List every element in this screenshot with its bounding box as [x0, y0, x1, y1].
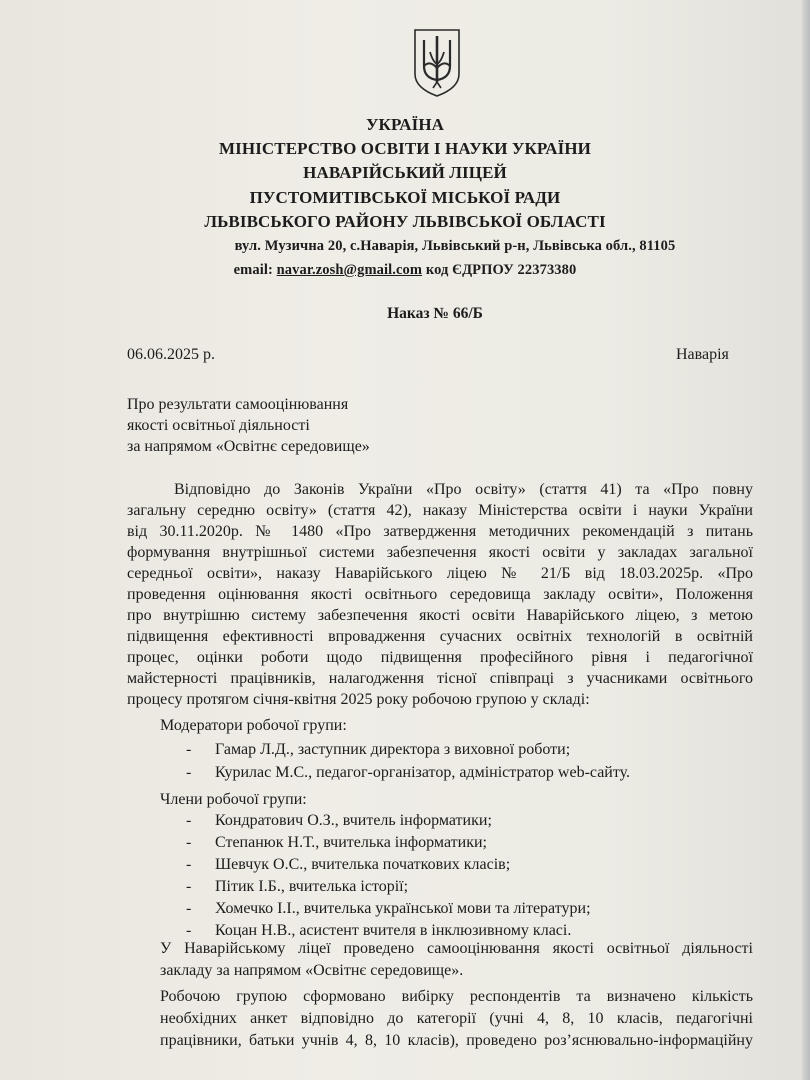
coat-of-arms-icon: [413, 28, 461, 98]
list-item: Шевчук О.С., вчителька початкових класів;: [215, 856, 511, 873]
list-bullet: -: [186, 878, 192, 895]
header-address: вул. Музична 20, с.Наварія, Львівський р-н, Львівська обл., 81105: [234, 238, 676, 254]
list-item: Кондратович О.З., вчитель інформатики;: [215, 812, 492, 829]
header-school: НАВАРІЙСЬКИЙ ЛІЦЕЙ: [303, 163, 507, 182]
order-date: 06.06.2025 р.: [127, 346, 215, 363]
order-place: Наварія: [676, 346, 729, 363]
body-line: формування внутрішньої системи забезпечення якості освіти у закладах загальної: [127, 544, 753, 561]
list-bullet: -: [186, 922, 192, 939]
subject-line: за напрямом «Освітнє середовище»: [127, 438, 370, 455]
paragraph-line: закладу за напрямом «Освітнє середовище».: [160, 962, 464, 979]
edrpou-code: код ЄДРПОУ 22373380: [425, 262, 577, 278]
header-district: ЛЬВІВСЬКОГО РАЙОНУ ЛЬВІВСЬКОЇ ОБЛАСТІ: [204, 212, 606, 231]
header-council: ПУСТОМИТІВСЬКОЇ МІСЬКОЇ РАДИ: [249, 188, 561, 207]
list-bullet: -: [186, 764, 192, 781]
body-line: про внутрішню систему забезпечення якості освіти Наварійського ліцею, з метою: [127, 607, 753, 624]
email-link[interactable]: navar.zosh@gmail.com: [276, 262, 423, 278]
subject-line: Про результати самооцінювання: [127, 396, 349, 413]
list-item: Хомечко І.І., вчителька української мови та літератури;: [215, 900, 591, 917]
list-bullet: -: [186, 900, 192, 917]
list-item: Степанюк Н.Т., вчителька інформатики;: [215, 834, 487, 851]
email-label: email:: [233, 262, 273, 278]
body-line: проведення оцінювання якості освітнього середовища закладу освіти», Положення: [127, 586, 753, 603]
body-line: процес, оцінки роботи щодо підвищення професійного рівня і педагогічної: [127, 649, 753, 666]
list-bullet: -: [186, 856, 192, 873]
body-line: загальну середню освіту» (стаття 42), наказу Міністерства освіти і науки України: [127, 502, 753, 519]
list-item: Пітик І.Б., вчителька історії;: [215, 878, 409, 895]
body-line: середньої освіти», наказу Наварійського ліцею № 21/Б від 18.03.2025р. «Про: [127, 565, 753, 582]
body-line: від 30.11.2020р. № 1480 «Про затвердження методичних рекомендацій з питань: [127, 523, 753, 540]
page-edge-shadow: [802, 0, 810, 1080]
header-contacts: [0, 262, 810, 279]
body-line: Відповідно до Законів України «Про освіту» (стаття 41) та «Про повну: [174, 481, 753, 498]
list-bullet: -: [186, 741, 192, 758]
members-label: Члени робочої групи:: [160, 791, 307, 808]
subject-line: якості освітньої діяльності: [127, 417, 310, 434]
list-item: Курилас М.С., педагог-організатор, адміністратор web-сайту.: [215, 764, 631, 781]
body-line: процесу протягом січня-квітня 2025 року робочою групою у складі:: [127, 691, 590, 708]
body-line: підвищення ефективності впровадження сучасних освітніх технологій в освітній: [127, 628, 753, 645]
paragraph-line: працівники, батьки учнів 4, 8, 10 класів), проведено роз’яснювально-інформаційну: [160, 1032, 753, 1049]
paragraph-line: необхідних анкет відповідно до категорії (учні 4, 8, 10 класів, педагогічні: [160, 1010, 753, 1027]
paragraph-line: Робочою групою сформовано вибірку респондентів та визначено кількість: [160, 988, 753, 1005]
moderators-label: Модератори робочої групи:: [160, 717, 347, 734]
paragraph-line: У Наварійському ліцеї проведено самооцінювання якості освітньої діяльності: [160, 940, 753, 957]
list-item: Коцан Н.В., асистент вчителя в інклюзивному класі.: [215, 922, 572, 939]
list-bullet: -: [186, 834, 192, 851]
list-bullet: -: [186, 812, 192, 829]
list-item: Гамар Л.Д., заступник директора з виховної роботи;: [215, 741, 571, 758]
order-title: Наказ № 66/Б: [387, 305, 483, 322]
header-country: УКРАЇНА: [365, 115, 445, 134]
header-ministry: МІНІСТЕРСТВО ОСВІТИ І НАУКИ УКРАЇНИ: [219, 139, 591, 158]
body-line: майстерності працівників, налагодження тісної співпраці з учасниками освітнього: [127, 670, 753, 687]
